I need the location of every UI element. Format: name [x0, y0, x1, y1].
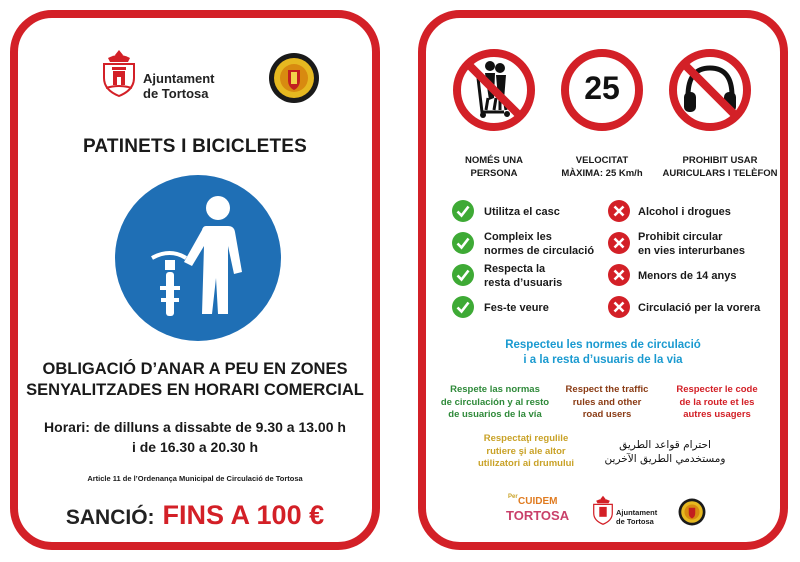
- org-name-line2: de Tortosa: [616, 517, 654, 526]
- forbidden-item-line1: Circulació per la vorera: [638, 302, 761, 314]
- hours-line2: i de 16.30 a 20.30 h: [131, 439, 259, 455]
- translation-line: Respete las normas: [450, 384, 540, 395]
- allowed-item: [484, 205, 560, 219]
- allowed-item: [484, 301, 549, 315]
- cross-icon: [608, 264, 630, 286]
- police-badge-icon: [678, 498, 706, 526]
- hours-line1: Horari: de dilluns a dissabte de 9.30 a 13.00 h: [44, 419, 346, 435]
- check-icon: [452, 232, 474, 254]
- translation-line: Respectaţi regulile: [483, 433, 569, 444]
- translation-arabic: [590, 438, 740, 466]
- sanction-label: SANCIÓ:: [65, 506, 155, 529]
- caption-line1: NOMÉS UNA: [464, 155, 524, 166]
- sign-caption-no-headphones: [654, 154, 786, 180]
- org-name-small: [616, 508, 657, 526]
- allowed-item-line1: Fes-te veure: [484, 302, 549, 314]
- speed-limit-value: 25: [584, 70, 620, 106]
- cuidem-tortosa-logo: [504, 494, 570, 532]
- translation-line: ومستخدمي الطريق الآخرين: [604, 453, 726, 465]
- translation-english: [562, 384, 652, 422]
- allowed-item-line2: resta d’usuaris: [484, 277, 563, 289]
- allowed-item-line1: Respecta la: [484, 263, 546, 275]
- sanction-amount: FINS A 100 €: [162, 500, 325, 530]
- ordinance-reference: Article 11 de l’Ordenança Municipal de Circulació de Tortosa: [87, 474, 303, 483]
- police-badge-icon: [268, 52, 320, 104]
- translation-line: road users: [582, 409, 632, 420]
- rules-title-line2: i a la resta d’usuaris de la via: [523, 354, 683, 366]
- org-name-line1: Ajuntament: [143, 71, 215, 86]
- obligation-text: [18, 359, 372, 401]
- no-two-riders-icon: [452, 48, 536, 132]
- forbidden-item: [638, 301, 760, 315]
- translation-romanian: [466, 433, 586, 471]
- forbidden-item: [638, 269, 736, 283]
- right-poster: [418, 10, 788, 550]
- caption-line2: PERSONA: [470, 168, 518, 179]
- allowed-item-line1: Utilitza el casc: [484, 206, 560, 218]
- forbidden-item-line1: Menors de 14 anys: [638, 270, 737, 282]
- translation-spanish: [432, 384, 558, 422]
- check-icon: [452, 264, 474, 286]
- allowed-item-line1: Compleix les: [484, 231, 552, 243]
- allowed-item: [484, 262, 562, 290]
- translation-line: Respect the traffic: [565, 384, 649, 395]
- org-name-line2: de Tortosa: [143, 86, 209, 101]
- caption-line1: PROHIBIT USAR: [682, 155, 758, 166]
- translation-line: rules and other: [572, 396, 642, 408]
- logo-text-per: Per: [508, 494, 518, 500]
- logo-text-tortosa: TORTOSA: [506, 508, 570, 523]
- translation-line: autres usagers: [683, 409, 751, 420]
- translation-line: de la route et les: [679, 396, 755, 408]
- sign-caption-one-person: [434, 154, 554, 180]
- tortosa-crest-icon: [590, 494, 616, 526]
- translation-line: de circulación y al resto: [440, 396, 550, 408]
- no-headphones-icon: [668, 48, 752, 132]
- left-poster: [10, 10, 380, 550]
- pedestrian-with-bicycle-icon: [114, 174, 282, 342]
- forbidden-item: [638, 230, 745, 258]
- check-icon: [452, 296, 474, 318]
- sanction: [18, 500, 372, 531]
- obligation-line2: SENYALITZADES EN HORARI COMERCIAL: [26, 381, 364, 399]
- translation-french: [658, 384, 776, 422]
- respect-rules-title: [426, 338, 780, 368]
- speed-limit-icon: [560, 48, 644, 132]
- forbidden-item-line2: en vies interurbanes: [638, 245, 745, 257]
- cross-icon: [608, 232, 630, 254]
- forbidden-item-line1: Alcohol i drogues: [638, 206, 731, 218]
- obligation-line1: OBLIGACIÓ D’ANAR A PEU EN ZONES: [42, 360, 348, 378]
- poster-title: PATINETS I BICICLETES: [82, 136, 308, 157]
- sign-caption-max-speed: [542, 154, 662, 180]
- allowed-item: [484, 230, 594, 258]
- translation-line: rutiere şi ale altor: [486, 445, 566, 457]
- cross-icon: [608, 296, 630, 318]
- tortosa-crest-icon: [98, 48, 140, 98]
- org-name-line1: Ajuntament: [616, 508, 658, 517]
- caption-line2: AURICULARS I TELÈFON: [662, 168, 778, 179]
- translation-line: de usuarios de la vía: [448, 409, 542, 420]
- rules-title-line1: Respecteu les normes de circulació: [505, 339, 701, 351]
- cross-icon: [608, 200, 630, 222]
- allowed-item-line2: normes de circulació: [484, 245, 595, 257]
- logo-text-cuidem: CUIDEM: [518, 496, 558, 507]
- forbidden-item-line1: Prohibit circular: [638, 231, 723, 243]
- forbidden-item: [638, 205, 731, 219]
- translation-line: utilizatori ai drumului: [477, 458, 575, 469]
- caption-line2: MÀXIMA: 25 Km/h: [561, 168, 643, 179]
- caption-line1: VELOCITAT: [575, 155, 629, 166]
- translation-line: Respecter le code: [676, 384, 758, 395]
- translation-line: احترام قواعد الطريق: [619, 439, 711, 451]
- opening-hours: [18, 417, 372, 457]
- check-icon: [452, 200, 474, 222]
- org-name: [143, 71, 215, 101]
